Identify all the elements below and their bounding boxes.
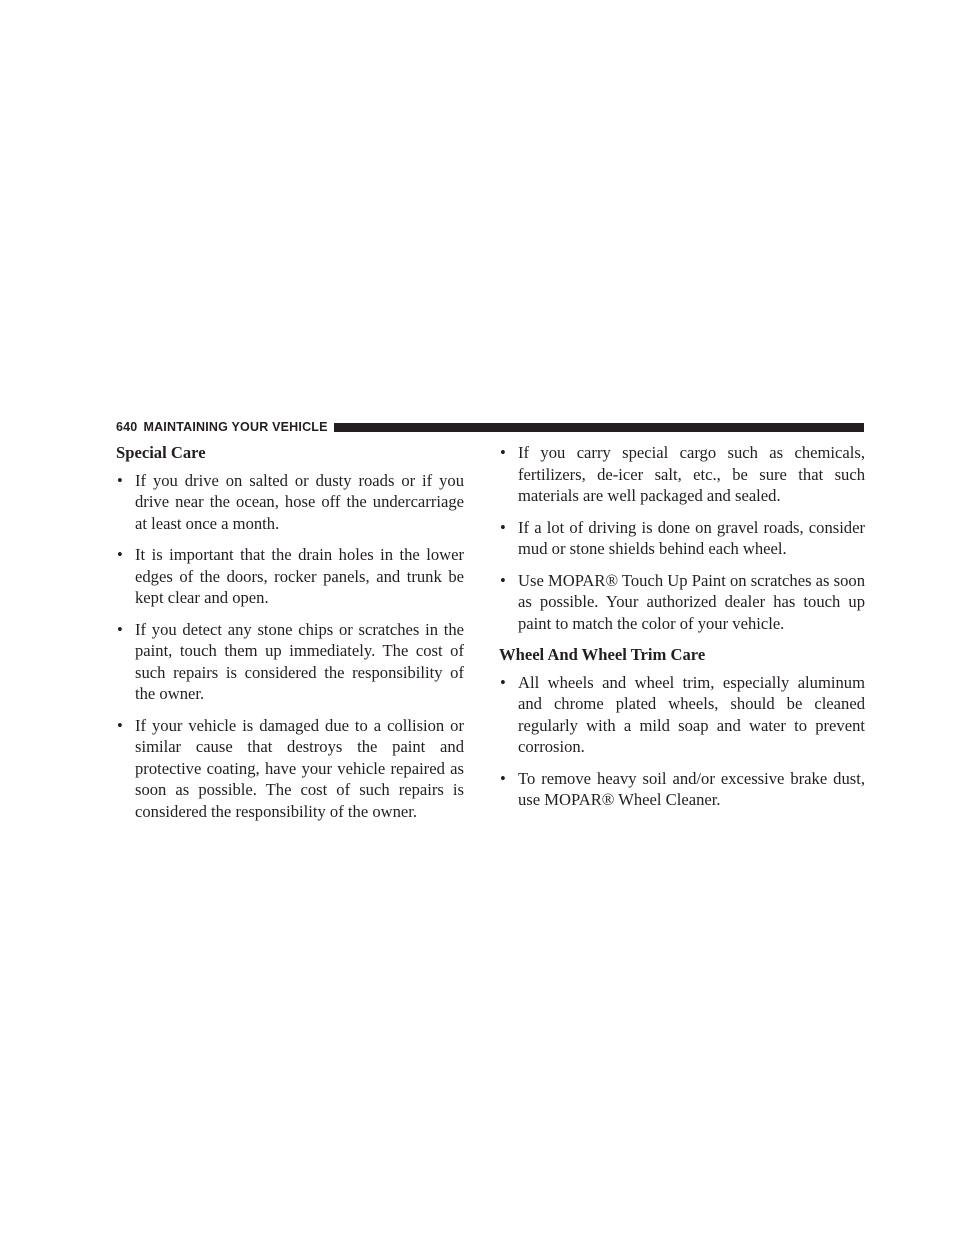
list-item-text: All wheels and wheel trim, especially aluminum and chrome plated wheels, should be cleaned regularly with a mild soap and water to prevent corrosion.: [518, 672, 865, 756]
bullet-icon: •: [500, 672, 506, 692]
bullet-icon: •: [500, 443, 506, 462]
chapter-title: MAINTAINING YOUR VEHICLE: [143, 420, 328, 434]
bullet-icon: •: [500, 517, 506, 537]
list-item-text: It is important that the drain holes in the lower edges of the doors, rocker panels, and trunk be kept clear and open.: [135, 545, 464, 607]
list-item-text: If a lot of driving is done on gravel roads, consider mud or stone shields behind each wheel.: [518, 517, 865, 558]
list-item: [116, 619, 464, 705]
list-item-text: If you carry special cargo such as chemicals, fertilizers, de-icer salt, etc., be sure that such materials are well packaged and sealed.: [518, 443, 865, 505]
section-heading-wheel-care: Wheel And Wheel Trim Care: [499, 645, 706, 664]
list-item-text: If you drive on salted or dusty roads or if you drive near the ocean, hose off the undercarriage at least once a month.: [135, 470, 464, 533]
wheel-care-list: [499, 672, 865, 811]
bullet-icon: •: [117, 715, 123, 735]
left-column: [116, 442, 464, 832]
list-item-text: To remove heavy soil and/or excessive brake dust, use MOPAR® Wheel Cleaner.: [518, 768, 865, 809]
page-header: [116, 419, 864, 435]
bullet-icon: •: [117, 545, 123, 564]
list-item: [116, 470, 464, 535]
right-column: [499, 442, 865, 821]
list-item-text: Use MOPAR® Touch Up Paint on scratches as soon as possible. Your authorized dealer has touch up paint to match the color of your vehicle.: [518, 570, 865, 633]
list-item-text: If your vehicle is damaged due to a collision or similar cause that destroys the paint and protective coating, have your vehicle repaired as soon as possible. The cost of such repairs is considered the responsibility of the owner.: [135, 715, 464, 821]
list-item: [116, 544, 464, 609]
bullet-icon: •: [500, 768, 506, 788]
bullet-icon: •: [500, 570, 506, 590]
bullet-icon: •: [117, 470, 123, 490]
list-item: [499, 570, 865, 635]
header-rule: [334, 423, 864, 432]
list-item: [499, 442, 865, 507]
special-care-list-continued: [499, 442, 865, 634]
list-item: [499, 517, 865, 560]
page-number: 640: [116, 420, 138, 434]
section-heading-special-care: Special Care: [116, 443, 206, 462]
bullet-icon: •: [117, 619, 123, 639]
list-item: [499, 768, 865, 811]
list-item: [116, 715, 464, 823]
list-item-text: If you detect any stone chips or scratches in the paint, touch them up immediately. The cost of such repairs is considered the responsibility of the owner.: [135, 619, 464, 703]
special-care-list: [116, 470, 464, 823]
list-item: [499, 672, 865, 758]
